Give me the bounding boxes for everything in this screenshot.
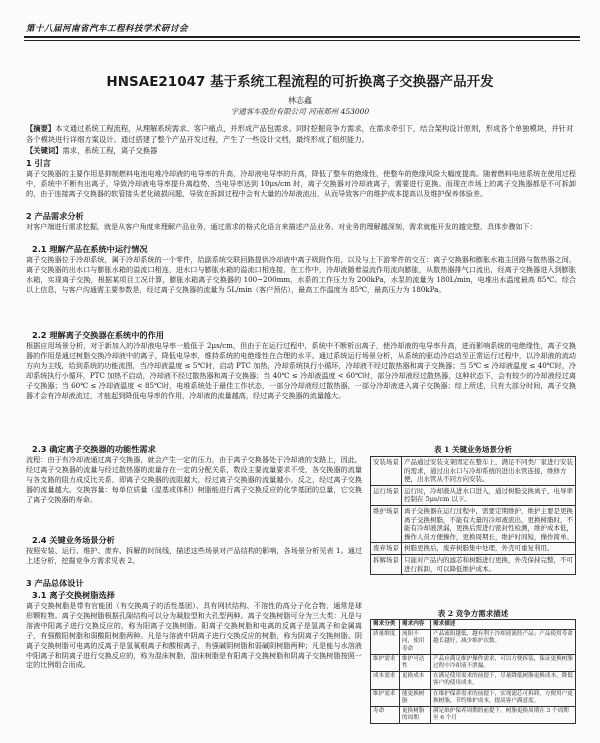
section-3-1-text: 离子交换树脂是带有官能团（有交换离子的活性基团）、具有网状结构、不溶性的高分子化合物，通常是球形颗粒物。离子交换树脂根据孔隙结构可以分为凝胶型和大孔型两种。离子交换树脂可分为三大类：凡是与溶液中阳离子进行交换反应的，称为阳离子交换树脂。阳离子交换树脂和电离的反离子是氢离子和金属离子，有强酸阳树脂和弱酸阳树脂两种。凡是与溶液中阴离子进行交换反应的树脂，称为阴离子交换树脂。阴离子交换树脂可电离的反离子是氢氧根离子和酸根离子，有强碱阴树脂和弱碱阴树脂两种；凡是能与水溶液中阳离子和阴离子进行交换反应的，称为混床树脂，混床树脂是有阳离子交换树脂和阴离子交换树脂按照一定的比例组合而成。 [26, 601, 362, 670]
table-cell: 运行时，冷却液从进水口进入，通过树脂交换离子，电导率控制在 5μs/cm 以下。 [402, 485, 576, 505]
table-cell: 维护需求 [371, 654, 400, 671]
table-row [371, 485, 576, 505]
keywords-label: 【关键词】 [26, 146, 63, 155]
section-2-3-heading: 2.3 确定离子交换器的功能性需求 [32, 444, 156, 454]
table-cell: 维护需求 [371, 689, 400, 706]
table-2 [370, 619, 576, 724]
table-cell: 只能对产品内的滤芯和树脂进行更换，外壳保持完整，不可进行拆卸，可以降低维护成本。 [402, 554, 576, 574]
table-1 [370, 456, 576, 575]
table-cell: 离子交换器在运行过程中，需要定期维护，维护主要是更换离子交换树脂，不能有大量的冷却液流出，更换树脂时，不能有冷却液泄漏，更换后需进行密封性检测，维护成本低，操作人员方便操作，更换周期长，维护时间短，操作简单。 [402, 505, 576, 542]
table-header-cell: 需求描述 [431, 620, 576, 630]
section-2-2-heading: 2.2 理解离子交换器在系统中的作用 [32, 330, 164, 340]
table-cell: 在满足使用需求的前提下，尽量降低树脂更换成本，降低客户的使用成本。 [431, 672, 576, 689]
table-row [371, 505, 576, 542]
abstract-label: 【摘要】 [26, 124, 56, 133]
table-cell: 废弃场景 [371, 543, 402, 555]
table-cell: 能更换树脂 [400, 689, 431, 706]
keywords [26, 146, 574, 156]
table-row [371, 654, 576, 671]
table-row [371, 672, 576, 689]
table-row [371, 554, 576, 574]
table-row [371, 707, 576, 724]
header-rule-thin [24, 40, 580, 41]
table-header-cell: 需求分类 [371, 620, 400, 630]
table-cell: 产品流阻越低，越有利于冷却液流经产品；产品使用寿命越长越好，减少维护次数。 [431, 630, 576, 655]
table-header-row [371, 620, 576, 630]
header-rule [24, 36, 580, 38]
running-header: 第十八届河南省汽车工程科技学术研讨会 [26, 24, 189, 34]
table-1-caption: 表 1 关键业务场景分析 [434, 445, 512, 454]
section-2-2-text: 根据应用场景分析，对于新加入的冷却液电导率一般低于 2μs/cm，但由于在运行过程中，系统中不断析出离子，使冷却液的电导率升高，进而影响系统的电绝缘性，离子交换器的作用是通过树脂交换冷却液中的离子，降低电导率，维持系统的电绝缘性在合理的水平。通过系统运行场景分析，从系统的驱动冷启动至正常运行过程中，以冷却液的流动方向为主线，给到系统的功能流图，当冷却液温度 ≤ 5℃时，启动 PTC 加热，冷却系统执行小循环，冷却液不经过散热器和离子交换器；当 5℃ ≤ 冷却液温度 ≤ 40℃时，冷却系统执行小循环，PTC 加热不启动，冷却液不经过散热器和离子交换器；当 40℃ ≤ 冷却液温度 < 60℃时，部分冷却液经过散热器，这种状态下，会有较少的冷却液经过离子交换器；当 60℃ ≤ 冷却液温度 < 85℃时，电堆系统处于最佳工作状态，一部分冷却液经过散热器，一部分冷却液进入离子交换器；综上所述，只有大部分时间，离子交换器才会有冷却液流过，才能起到降低电导率的作用，冷却液的流量越高，经过离子交换器的流量越大。 [26, 341, 576, 400]
abstract-text: 本文通过系统工程流程，从理解系统需求、客户痛点，并形成产品包需求。同时挖掘竞争方需求，在需求牵引下，结合架构设计原则，形成各个单独模块，并针对各个模块进行详细方案设计。通过搭建了整个产品开发过程，产生了一些设计文档，最终形成了组织能力。 [26, 124, 574, 144]
table-cell: 满足维护保养周期的前提下，树脂更换周期在 3 个周期至 6 个月 [431, 707, 576, 724]
table-2-caption: 表 2 竞争方需求描述 [437, 609, 509, 618]
table-row [371, 689, 576, 706]
table-row [371, 543, 576, 555]
section-3-1-heading: 3.1 离子交换树脂选择 [32, 590, 115, 600]
section-2-3-text: 流程：由于有冷却液通过离子交换器，就会产生一定的压力，由于离子交换器处于冷却液的支路上，因此，经过离子交换器的流量与经过散热器的流量存在一定的分配关系，数设主要流量要求不受，各交换器的流量与各支路的阻力成反比关系，即离子交换器的流阻越大，经过离子交换器的流量越小。反之，经过离子交换器的流量越大。交换容量：每单位质量（湿基或体积）树脂能进行离子交换反应的化学基团的总量，它交换了离子交换器的寿命。 [26, 455, 362, 504]
section-2-1-text: 离子交换器位于冷却系统，属于冷却系统的一个零件，给副系统交联回路提供冷却液中离子吸附作用，以及与上下游零件的交互：离子交换器和膨胀水箱主回路与散热器之间，离子交换器的出水口与膨胀水箱的溢流口相连，进水口与膨胀水箱的溢流口相连接，在工作中，冷却液随着溢流作用流向膨胀，从散热器排气口流出，经离子交换器进入到膨胀水箱，实现离子交换，根据某项目工况计算，膨胀水箱离子交换器的 100~200mm，水系的工作压力为 200kPa，水泵的流量为 180L/min，电堆出水温度最高 85℃。综合以上信息，与客户沟通需主要参数是，经过离子交换器的流量为 5L/min（客户预估），最高工作温度为 85℃，最高压力为 180kPa。 [26, 255, 576, 294]
table-cell: 质量维度 [371, 630, 400, 655]
table-cell: 安装场景 [371, 457, 402, 486]
table-cell: 更换成本 [400, 672, 431, 689]
affiliation: 宇通客车股份有限公司 河南郑州 453000 [230, 107, 370, 116]
table-cell: 运行场景 [371, 485, 402, 505]
section-2-4-heading: 2.4 关键业务场景分析 [32, 535, 115, 545]
table-cell: 树脂更换后，废弃树脂集中处理，外壳可重复利用。 [402, 543, 576, 555]
section-2-4-text: 按照安装、运行、维护、废弃、拆解的时间线，描述这些场景对产品结构的影响，各场景分析见表 1。通过上述分析，挖掘竞争方需求见表 2。 [26, 546, 362, 565]
keywords-text: 需求，系统工程，离子交换器 [62, 146, 158, 155]
section-1-text: 离子交换器的主要作用是抑制燃料电池电堆冷却液的电导率的升高，冷却液电导率的升高，降低了整车的绝缘性，使整车的绝缘风险大幅度提高。随着燃料电池系统在使用过程中，系统中不断有出离子，导致冷却液电导率提升离趋势，当电导率达到 10μs/cm 时，离子交换器对冷却液离子，需要进行更换。而现在市场上的离子交换器都是不可拆卸的，由于连接离子交换器的软管接头老化破损问题，导致在拆卸过程中会有大量的冷却液流出，从而导致客户的维护成本提高以及维护保养体验差。 [26, 169, 576, 198]
section-2-heading: 2 产品需求分析 [26, 211, 84, 221]
table-cell: 维护场景 [371, 505, 402, 542]
table-row [371, 457, 576, 486]
section-1-heading: 1 引言 [26, 158, 51, 168]
paper-title: HNSAE21047 基于系统工程流程的可折换离子交换器产品开发 [106, 74, 494, 90]
table-cell: 维护可达性 [400, 654, 431, 671]
table-header-cell: 需求内容 [400, 620, 431, 630]
table-cell: 寿命 [371, 707, 400, 724]
table-cell: 流阻不同，使用寿命 [400, 630, 431, 655]
table-cell: 拆解场景 [371, 554, 402, 574]
table-cell: 产品通过安装支架固定在整车上，满足不同类厂家进行安装的需求，通过出水口与冷却系统的进出水管连接，维修方便，出水管从不同方向安装。 [402, 457, 576, 486]
author: 林志鑫 [288, 96, 312, 105]
table-cell: 成本需求 [371, 672, 400, 689]
section-2-text: 对客户端进行需求挖掘，就是从客户角度来理解产品业务，通过需求的格式化语言来描述产品业务、对业务的理解越深刻，需求就能开发的越完整，具体步骤如下： [26, 222, 537, 231]
section-3-heading: 3 产品总体设计 [26, 578, 84, 588]
table-cell: 产品应满足维护操作需求，可以方便拆装，保证更换树脂过程中冷却液不泄漏。 [431, 654, 576, 671]
table-cell: 在维护保养需求的前提下，实现滤芯可拆卸，方便用户更换树脂，节约维护成本，提高客户满意度。 [431, 689, 576, 706]
table-row [371, 630, 576, 655]
table-cell: 更换树脂的周期 [400, 707, 431, 724]
section-2-1-heading: 2.1 理解产品在系统中运行情况 [32, 244, 148, 254]
abstract [26, 124, 574, 145]
